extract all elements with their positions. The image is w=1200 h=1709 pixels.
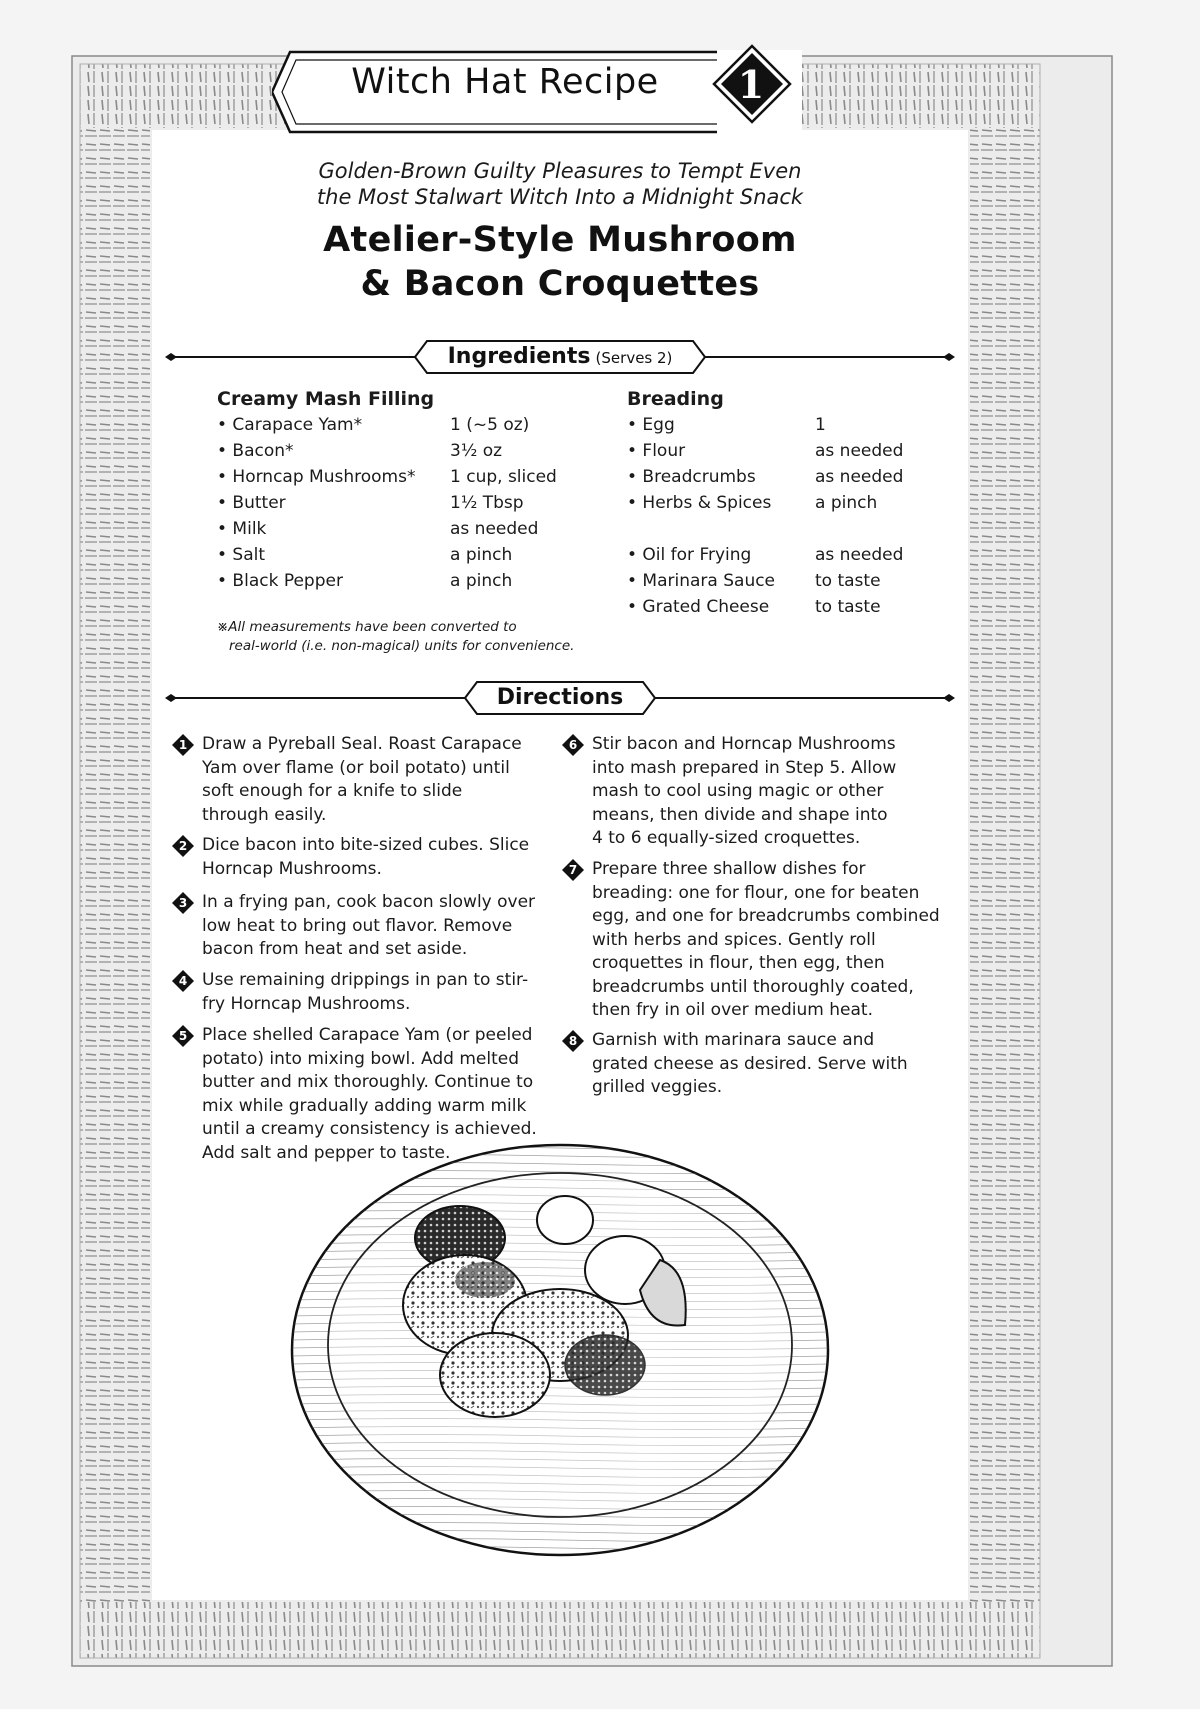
ingredient-row — [627, 542, 957, 568]
ingredients-label: Ingredients — [447, 344, 591, 369]
step-number: 5 — [178, 1029, 188, 1043]
ingredient-name: • Horncap Mushrooms* — [217, 467, 416, 487]
step-number-badge — [172, 1025, 194, 1047]
ingredient-qty: to taste — [815, 571, 881, 591]
ingredient-row — [627, 568, 957, 594]
step-number-badge — [172, 734, 194, 756]
filling-heading: Creamy Mash Filling — [217, 388, 435, 410]
step-line: then fry in oil over medium heat. — [592, 1000, 873, 1020]
recipe-subtitle — [180, 158, 940, 210]
step-text — [202, 891, 535, 962]
step-line: mix while gradually adding warm milk — [202, 1095, 527, 1116]
step-line: Use remaining drippings in pan to stir- — [202, 970, 529, 990]
step-line: Stir bacon and Horncap Mushrooms — [592, 734, 896, 754]
breading-heading: Breading — [627, 388, 724, 410]
step-line: Dice bacon into bite-sized cubes. Slice — [202, 835, 530, 855]
title-line: Atelier-Style Mushroom — [323, 220, 797, 260]
ingredient-name: • Herbs & Spices — [627, 493, 772, 513]
ingredient-row — [627, 594, 957, 620]
step-line: Horncap Mushrooms. — [202, 858, 382, 879]
ingredient-row — [217, 542, 597, 568]
note-line: ※All measurements have been converted to — [217, 619, 517, 635]
step-line: egg, and one for breadcrumbs combined — [592, 906, 940, 926]
step-line: mash to cool using magic or other — [592, 781, 884, 801]
note-line: real-world (i.e. non-magical) units for convenience. — [229, 638, 575, 654]
step-line: Garnish with marinara sauce and — [592, 1030, 875, 1050]
step-number: 2 — [178, 839, 188, 853]
step-line: low heat to bring out flavor. Remove — [202, 915, 513, 936]
step-text — [592, 858, 940, 1023]
step-line: breading: one for flour, one for beaten — [592, 882, 920, 903]
ingredient-row — [217, 438, 597, 464]
step-number: 8 — [568, 1034, 578, 1048]
step-line: croquettes in flour, then egg, then — [592, 953, 885, 973]
step-line: Draw a Pyreball Seal. Roast Carapace — [202, 734, 522, 754]
ingredient-qty: 1½ Tbsp — [450, 493, 524, 513]
ingredient-qty: to taste — [815, 597, 881, 617]
ingredient-name: • Grated Cheese — [627, 597, 770, 617]
serves-label: (Serves 2) — [595, 349, 673, 367]
ingredient-name: • Milk — [217, 519, 267, 539]
step-number-badge — [172, 835, 194, 857]
step-line: grilled veggies. — [592, 1077, 723, 1097]
step-number-badge — [562, 859, 584, 881]
filling-column — [217, 386, 597, 594]
ingredient-spacer — [627, 516, 957, 542]
directions-label: Directions — [496, 685, 624, 710]
ingredient-name: • Butter — [217, 493, 286, 513]
step-line: into mash prepared in Step 5. Allow — [592, 757, 897, 778]
step-number-badge — [562, 1030, 584, 1052]
step-line: Yam over flame (or boil potato) until — [202, 757, 510, 778]
step-line: fry Horncap Mushrooms. — [202, 993, 411, 1014]
ingredient-name: • Marinara Sauce — [627, 571, 776, 591]
step-number: 7 — [568, 863, 578, 877]
step-line: with herbs and spices. Gently roll — [592, 929, 876, 950]
measurement-note — [217, 618, 637, 656]
ingredient-row — [217, 516, 597, 542]
step-number: 1 — [178, 738, 188, 752]
step-text — [202, 969, 528, 1016]
step-line: In a frying pan, cook bacon slowly over — [202, 892, 536, 912]
ingredient-row — [217, 464, 597, 490]
ingredient-name: • Carapace Yam* — [217, 415, 363, 435]
step-line: grated cheese as desired. Serve with — [592, 1053, 908, 1074]
step-number: 6 — [568, 738, 578, 752]
step-number-badge — [172, 892, 194, 914]
step-text — [202, 834, 529, 881]
step-number-badge — [172, 970, 194, 992]
subtitle-line: Golden-Brown Guilty Pleasures to Tempt Even — [318, 159, 802, 183]
ingredient-qty: as needed — [815, 545, 904, 565]
step-text — [592, 733, 896, 851]
step-number: 3 — [178, 896, 188, 910]
title-line: & Bacon Croquettes — [360, 264, 760, 304]
step-line: through easily. — [202, 804, 327, 825]
step-line: Add salt and pepper to taste. — [202, 1142, 451, 1163]
step-line: means, then divide and shape into — [592, 804, 888, 825]
ingredient-name: • Bacon* — [217, 441, 294, 461]
ingredient-qty: a pinch — [450, 545, 513, 565]
ingredient-qty: as needed — [815, 441, 904, 461]
step-number-badge — [562, 734, 584, 756]
ingredient-row — [627, 464, 957, 490]
recipe-title — [180, 218, 940, 306]
ingredient-name: • Oil for Frying — [627, 545, 752, 565]
step-line: bacon from heat and set aside. — [202, 939, 468, 959]
step-line: Place shelled Carapace Yam (or peeled — [202, 1025, 533, 1045]
banner-title: Witch Hat Recipe — [351, 62, 659, 102]
ingredient-qty: 1 cup, sliced — [450, 467, 557, 487]
ingredient-qty: a pinch — [815, 493, 878, 513]
ingredient-row — [217, 490, 597, 516]
ingredient-row — [217, 568, 597, 594]
step-line: breadcrumbs until thoroughly coated, — [592, 976, 914, 997]
step-line: soft enough for a knife to slide — [202, 781, 463, 801]
ingredient-name: • Egg — [627, 415, 675, 435]
ingredients-heading — [415, 344, 705, 369]
ingredient-name: • Salt — [217, 545, 266, 565]
ingredient-qty: as needed — [450, 519, 539, 539]
step-text — [592, 1029, 908, 1100]
step-line: Prepare three shallow dishes for — [592, 859, 866, 879]
step-line: until a creamy consistency is achieved. — [202, 1119, 537, 1139]
ingredient-qty: 3½ oz — [450, 441, 503, 461]
ingredient-row — [627, 490, 957, 516]
recipe-number: 1 — [737, 62, 765, 107]
croquette-plate-illustration — [290, 1120, 830, 1560]
ingredient-qty: a pinch — [450, 571, 513, 591]
ingredient-qty: 1 — [815, 415, 826, 435]
ingredient-name: • Breadcrumbs — [627, 467, 756, 487]
subtitle-line: the Most Stalwart Witch Into a Midnight Snack — [316, 185, 804, 209]
ingredient-qty: as needed — [815, 467, 904, 487]
ingredient-qty: 1 (~5 oz) — [450, 415, 530, 435]
ingredient-row — [627, 412, 957, 438]
step-line: 4 to 6 equally-sized croquettes. — [592, 828, 861, 848]
step-line: butter and mix thoroughly. Continue to — [202, 1072, 534, 1092]
step-line: potato) into mixing bowl. Add melted — [202, 1048, 519, 1069]
step-number: 4 — [178, 974, 188, 988]
ingredient-name: • Black Pepper — [217, 571, 343, 591]
breading-column — [627, 386, 957, 620]
directions-heading — [465, 685, 655, 710]
step-text — [202, 733, 522, 827]
ingredient-row — [217, 412, 597, 438]
ingredient-row — [627, 438, 957, 464]
ingredient-name: • Flour — [627, 441, 686, 461]
